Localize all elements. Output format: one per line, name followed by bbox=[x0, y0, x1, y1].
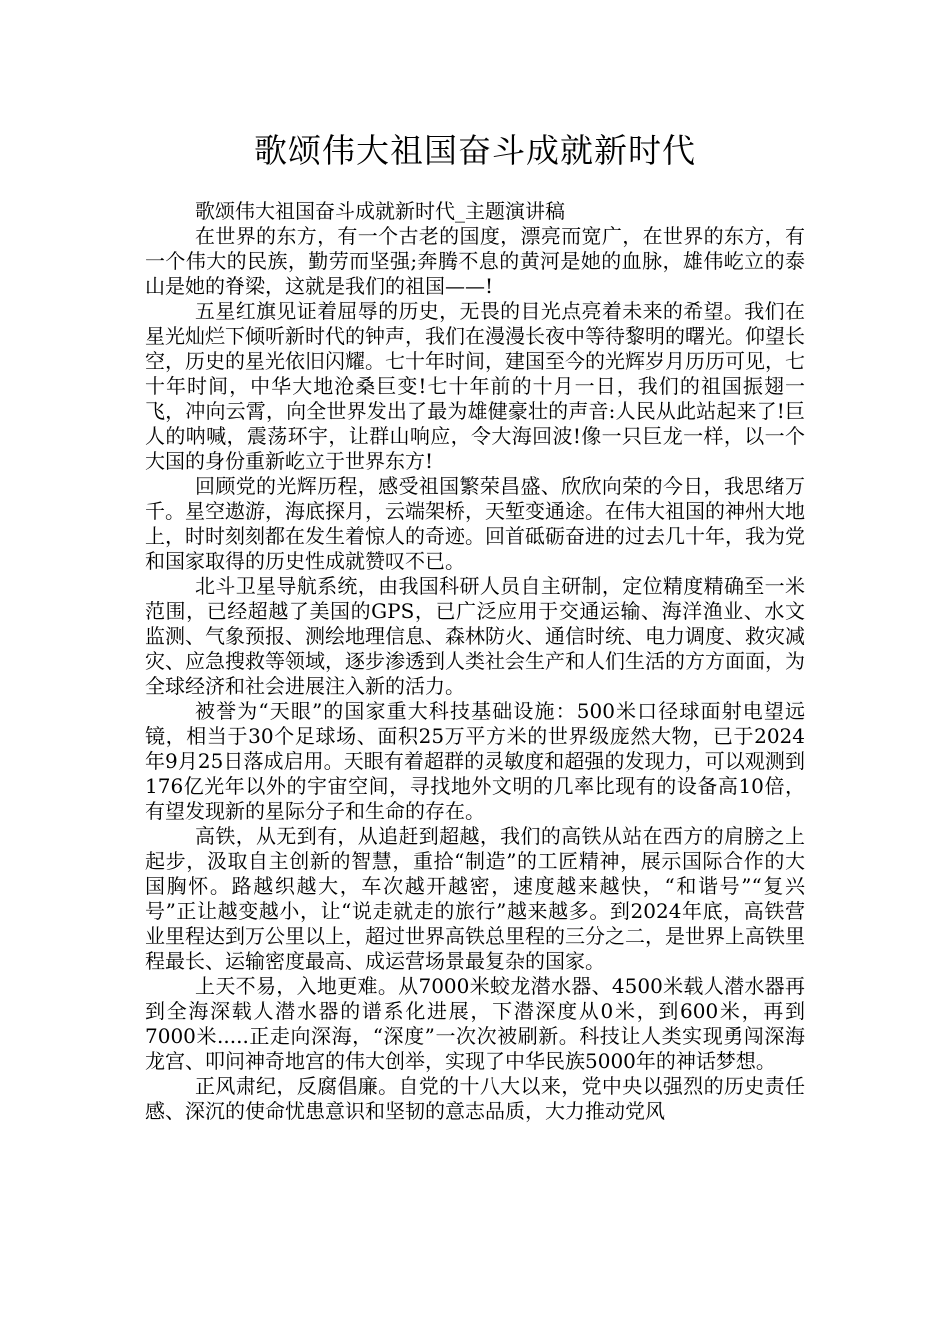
paragraph: 北斗卫星导航系统，由我国科研人员自主研制，定位精度精确至一米范围，已经超越了美国的GPS，已广泛应用于交通运输、海洋渔业、水文监测、气象预报、测绘地理信息、森林防火、通信时统、电力调度、救灾减灾、应急搜救等领域，逐步渗透到人类社会生产和人们生活的方方面面，为全球经济和社会进展注入新的活力。 bbox=[145, 574, 805, 698]
paragraph: 被誉为“天眼”的国家重大科技基础设施：500米口径球面射电望远镜，相当于30个足球场、面积25万平方米的世界级庞然大物，已于2024年9月25日落成启用。天眼有着超群的灵敏度和超强的发现力，可以观测到176亿光年以外的宇宙空间，寻找地外文明的几率比现有的设备高10倍，有望发现新的星际分子和生命的存在。 bbox=[145, 699, 805, 823]
paragraph: 五星红旗见证着屈辱的历史，无畏的目光点亮着未来的希望。我们在星光灿烂下倾听新时代的钟声，我们在漫漫长夜中等待黎明的曙光。仰望长空，历史的星光依旧闪耀。七十年时间，建国至今的光辉岁月历历可见，七十年时间，中华大地沧桑巨变!七十年前的十月一日，我们的祖国振翅一飞，冲向云霄，向全世界发出了最为雄健豪壮的声音:人民从此站起来了!巨人的呐喊，震荡环宇，让群山响应，令大海回波!像一只巨龙一样，以一个大国的身份重新屹立于世界东方! bbox=[145, 299, 805, 473]
paragraph: 正风肃纪，反腐倡廉。自党的十八大以来，党中央以强烈的历史责任感、深沉的使命忧患意识和坚韧的意志品质，大力推动党风 bbox=[145, 1074, 805, 1123]
document-body bbox=[145, 199, 805, 1124]
paragraph: 高铁，从无到有，从追赶到超越，我们的高铁从站在西方的肩膀之上起步，汲取自主创新的智慧，重拾“制造”的工匠精神，展示国际合作的大国胸怀。路越织越大，车次越开越密，速度越来越快，“和谐号”“复兴号”正让越变越小，让“说走就走的旅行”越来越多。到2024年底，高铁营业里程达到万公里以上，超过世界高铁总里程的三分之二，是世界上高铁里程最长、运输密度最高、成运营场景最复杂的国家。 bbox=[145, 824, 805, 973]
paragraph-subtitle: 歌颂伟大祖国奋斗成就新时代_主题演讲稿 bbox=[195, 199, 565, 223]
document-title: 歌颂伟大祖国奋斗成就新时代 bbox=[254, 131, 696, 170]
paragraph: 上天不易，入地更难。从7000米蛟龙潜水器、4500米载人潜水器再到全海深载人潜水器的谱系化进展，下潜深度从0米，到600米，再到7000米.....正走向深海，“深度”一次次被刷新。科技让人类实现勇闯深海龙宫、叩问神奇地宫的伟大创举，实现了中华民族5000年的神话梦想。 bbox=[145, 974, 805, 1073]
paragraph: 在世界的东方，有一个古老的国度，漂亮而宽广，在世界的东方，有一个伟大的民族，勤劳而坚强;奔腾不息的黄河是她的血脉，雄伟屹立的泰山是她的脊梁，这就是我们的祖国——! bbox=[145, 224, 805, 298]
paragraph: 回顾党的光辉历程，感受祖国繁荣昌盛、欣欣向荣的今日，我思绪万千。星空遨游，海底探月，云端架桥，天堑变通途。在伟大祖国的神州大地上，时时刻刻都在发生着惊人的奇迹。回首砥砺奋进的过去几十年，我为党和国家取得的历史性成就赞叹不已。 bbox=[145, 474, 805, 573]
